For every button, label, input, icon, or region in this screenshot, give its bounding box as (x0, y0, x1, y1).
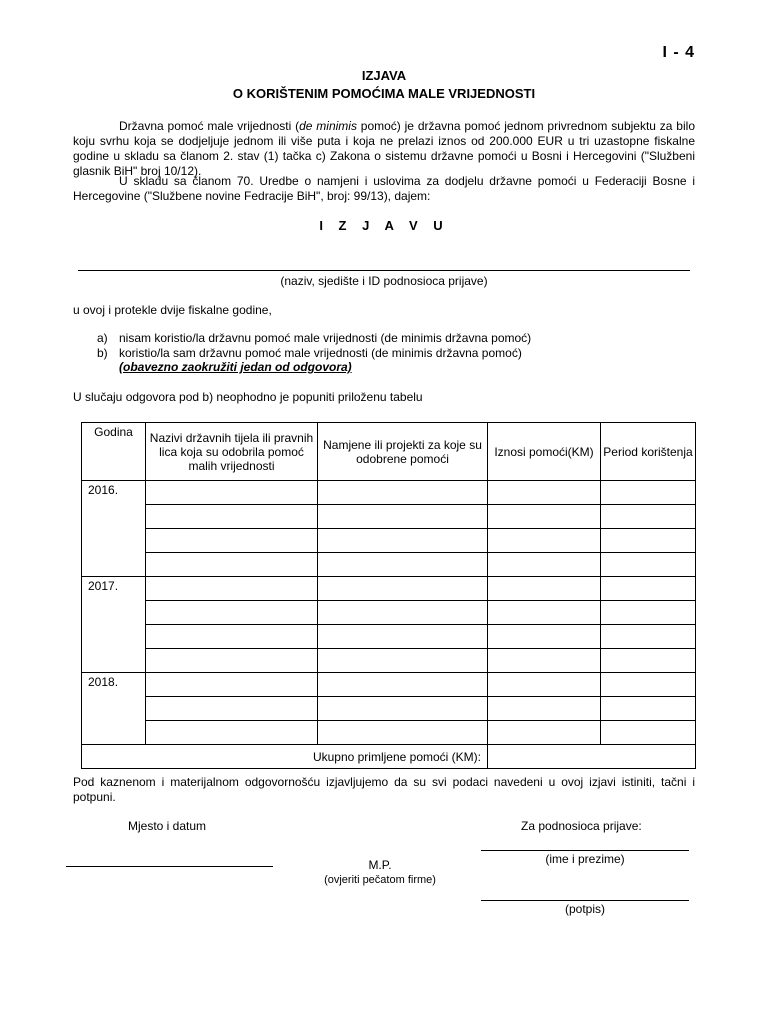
table-cell[interactable] (318, 577, 488, 601)
table-cell[interactable] (488, 481, 601, 505)
applicant-fill-line[interactable] (78, 270, 690, 271)
table-cell[interactable] (318, 601, 488, 625)
table-cell[interactable] (146, 625, 318, 649)
stamp-label: M.P. (368, 858, 392, 872)
table-row (82, 529, 696, 553)
year-cell-2017: 2017. (82, 577, 146, 673)
table-cell[interactable] (318, 649, 488, 673)
table-row (82, 601, 696, 625)
signature-caption: (potpis) (564, 902, 605, 916)
table-cell[interactable] (488, 625, 601, 649)
table-row (82, 673, 696, 697)
intro-text-end: pomoć) je državna pomoć jednom privrednom subjektu za bilo koju svrhu koja se dodjeljuje jednom ili više puta i koja ne prelazi iznos od 200.000 EUR u tri uzastopne fiskalne godine u skladu sa članom 2. stav (1) tačka c) Zakona o sistemu državne pomoći u Bosni i Hercegovini ("Službeni glasnik BiH" broj 10/12). (73, 119, 695, 178)
table-cell[interactable] (488, 721, 601, 745)
legal-basis-paragraph (73, 174, 695, 204)
header-purpose: Namjene ili projekti za koje su odobrene pomoći (318, 423, 488, 481)
table-header-row (82, 423, 696, 481)
document-subtitle: O KORIŠTENIM POMOĆIMA MALE VRIJEDNOSTI (232, 86, 536, 101)
legal-basis-text: U skladu sa članom 70. Uredbe o namjeni i uslovima za dodjelu državne pomoći u Federaciji Bosne i Hercegovine ("Službene novine Fedracije BiH", broj: 99/13), dajem: (73, 174, 695, 203)
total-label: Ukupno primljene pomoći (KM): (82, 745, 488, 769)
liability-text: Pod kaznenom i materijalnom odgovornošću izjavljujemo da su svi podaci navedeni u ovoj izjavi istiniti, tačni i potpuni. (73, 775, 695, 804)
table-row (82, 721, 696, 745)
table-cell[interactable] (146, 721, 318, 745)
signature-line[interactable] (481, 900, 689, 901)
table-cell[interactable] (601, 553, 696, 577)
table-row (82, 505, 696, 529)
table-cell[interactable] (601, 673, 696, 697)
table-row (82, 553, 696, 577)
option-b-marker: b) (97, 346, 108, 360)
year-cell-2016: 2016. (82, 481, 146, 577)
table-intro: U slučaju odgovora pod b) neophodno je popuniti priloženu tabelu (73, 390, 423, 404)
table-cell[interactable] (146, 577, 318, 601)
document-title: IZJAVA (361, 68, 407, 83)
header-year: Godina (82, 423, 146, 481)
table-cell[interactable] (318, 529, 488, 553)
table-cell[interactable] (146, 649, 318, 673)
table-cell[interactable] (488, 697, 601, 721)
table-cell[interactable] (318, 673, 488, 697)
place-date-label: Mjesto i datum (128, 819, 207, 833)
table-cell[interactable] (146, 529, 318, 553)
aid-table (81, 422, 696, 769)
table-cell[interactable] (601, 601, 696, 625)
table-cell[interactable] (601, 529, 696, 553)
intro-text-italic: de minimis (299, 119, 357, 133)
total-row (82, 745, 696, 769)
intro-paragraph (73, 119, 695, 179)
option-b[interactable] (97, 346, 531, 361)
table-cell[interactable] (488, 673, 601, 697)
table-cell[interactable] (318, 625, 488, 649)
table-cell[interactable] (318, 505, 488, 529)
table-row (82, 625, 696, 649)
year-cell-2018: 2018. (82, 673, 146, 745)
table-cell[interactable] (318, 481, 488, 505)
table-row (82, 697, 696, 721)
table-cell[interactable] (601, 505, 696, 529)
place-date-line[interactable] (66, 866, 273, 867)
table-cell[interactable] (601, 481, 696, 505)
option-a-text: nisam koristio/la državnu pomoć male vrijednosti (de minimis državna pomoć) (119, 331, 532, 345)
table-cell[interactable] (601, 649, 696, 673)
table-cell[interactable] (488, 649, 601, 673)
intro-text-start: Državna pomoć male vrijednosti ( (119, 119, 300, 133)
header-grantors: Nazivi državnih tijela ili pravnih lica koja su odobrila pomoć malih vrijednosti (146, 423, 318, 481)
table-row (82, 577, 696, 601)
declaration-heading: I Z J A V U (319, 218, 449, 233)
table-cell[interactable] (488, 505, 601, 529)
name-caption: (ime i prezime) (545, 852, 625, 866)
table-cell[interactable] (488, 553, 601, 577)
header-amount: Iznosi pomoći(KM) (488, 423, 601, 481)
table-cell[interactable] (488, 601, 601, 625)
form-code: I - 4 (662, 44, 695, 61)
option-a-marker: a) (97, 331, 108, 345)
table-cell[interactable] (146, 553, 318, 577)
answer-options (97, 331, 531, 361)
table-cell[interactable] (601, 721, 696, 745)
applicant-label: Za podnosioca prijave: (521, 819, 642, 833)
applicant-caption: (naziv, sjedište i ID podnosioca prijave) (280, 274, 488, 288)
fiscal-years-text: u ovoj i protekle dvije fiskalne godine, (73, 303, 272, 317)
table-cell[interactable] (146, 505, 318, 529)
table-cell[interactable] (146, 481, 318, 505)
name-line[interactable] (481, 850, 689, 851)
table-row (82, 649, 696, 673)
total-value-cell[interactable] (488, 745, 696, 769)
table-cell[interactable] (488, 529, 601, 553)
option-b-text: koristio/la sam državnu pomoć male vrijednosti (de minimis državna pomoć) (119, 346, 522, 360)
liability-paragraph (73, 775, 695, 805)
table-cell[interactable] (601, 625, 696, 649)
table-cell[interactable] (146, 601, 318, 625)
header-period: Period korištenja (601, 423, 696, 481)
table-cell[interactable] (601, 697, 696, 721)
options-note: (obavezno zaokružiti jedan od odgovora) (119, 360, 352, 374)
table-cell[interactable] (146, 673, 318, 697)
table-cell[interactable] (318, 553, 488, 577)
table-cell[interactable] (318, 697, 488, 721)
table-row (82, 481, 696, 505)
stamp-caption: (ovjeriti pečatom firme) (324, 874, 436, 886)
table-cell[interactable] (488, 577, 601, 601)
table-cell[interactable] (146, 697, 318, 721)
table-cell[interactable] (318, 721, 488, 745)
table-cell[interactable] (601, 577, 696, 601)
option-a[interactable] (97, 331, 531, 346)
